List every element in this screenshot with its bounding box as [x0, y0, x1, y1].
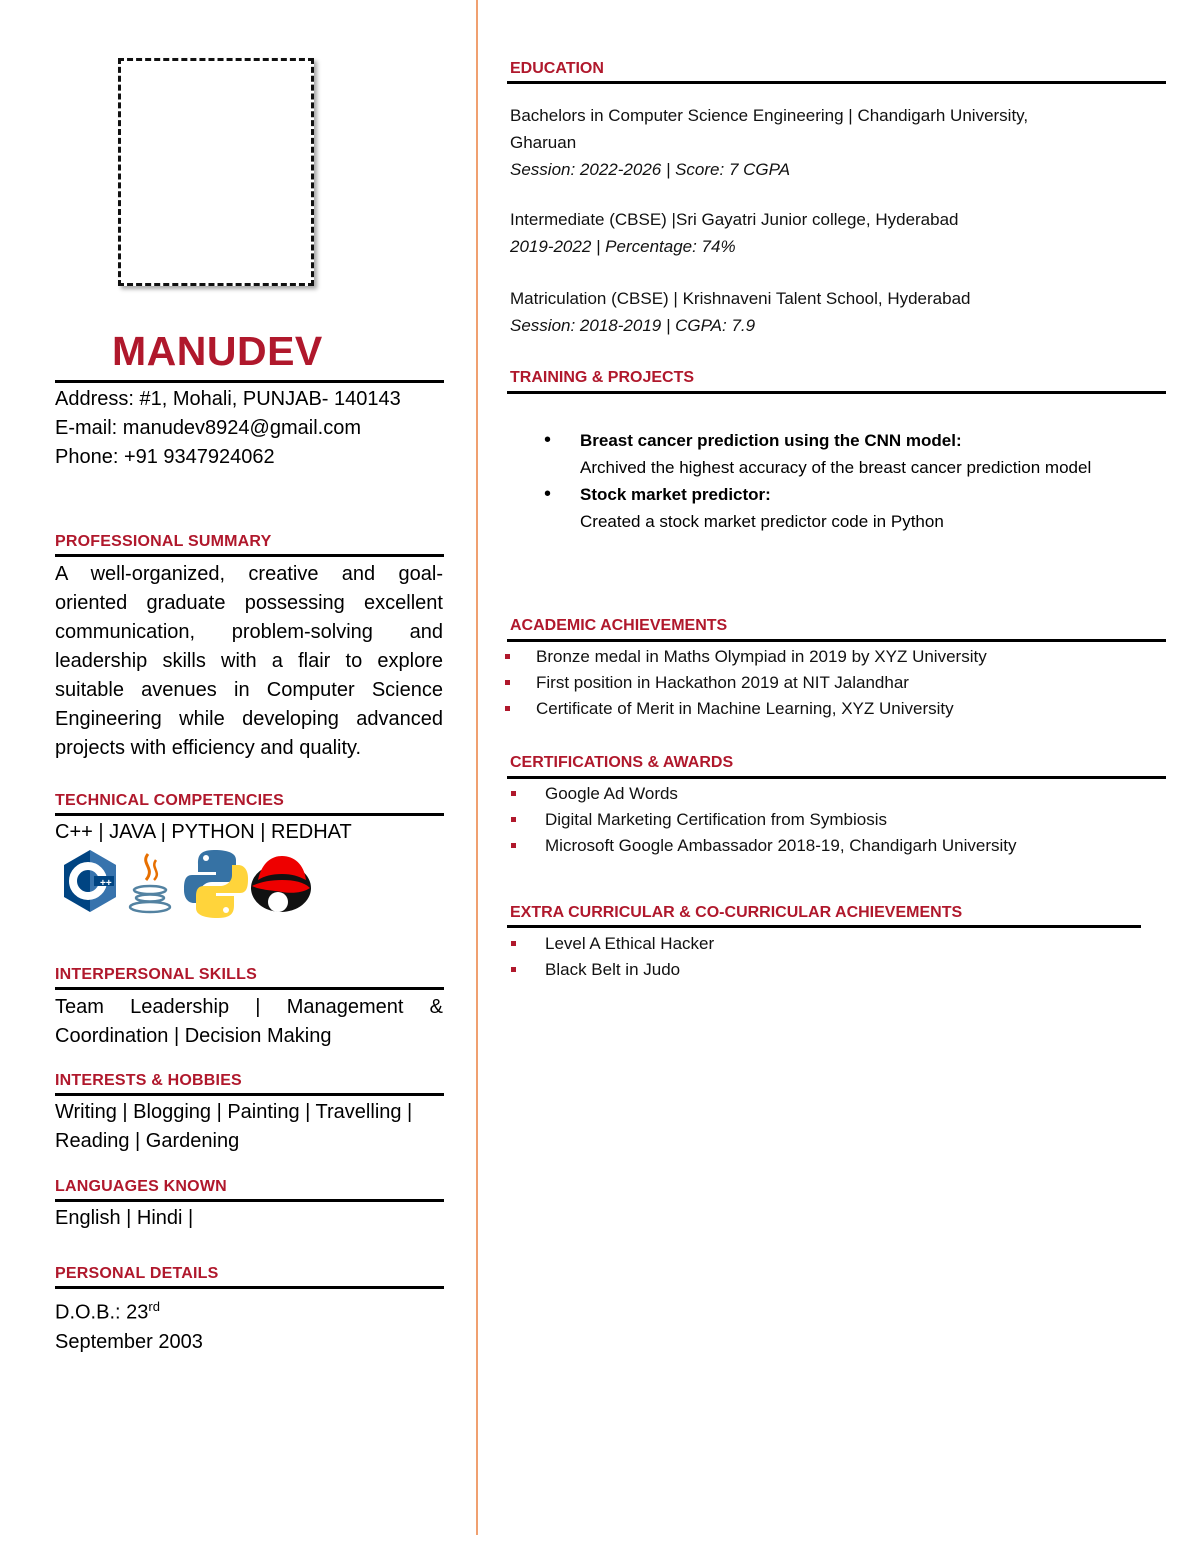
address-text: Address: #1, Mohali, PUNJAB- 140143 — [55, 388, 401, 410]
extra-title: EXTRA CURRICULAR & CO-CURRICULAR ACHIEVEMENTS — [510, 904, 963, 921]
tech-logos — [60, 848, 315, 920]
interpersonal-rule — [55, 987, 444, 990]
extra-list — [505, 931, 714, 983]
interests-title: INTERESTS & HOBBIES — [55, 1072, 242, 1089]
dob-rest: September 2003 — [55, 1330, 203, 1353]
project-1-desc: Archived the highest accuracy of the breast cancer prediction model — [580, 458, 1092, 477]
list-item — [505, 833, 1017, 859]
cert-item-1: Google Ad Words — [545, 784, 678, 803]
edu-1-line2: Gharuan — [510, 133, 577, 152]
edu-3-line1: Matriculation (CBSE) | Krishnaveni Talent School, Hyderabad — [510, 289, 971, 308]
cert-item-2: Digital Marketing Certification from Symbiosis — [545, 810, 887, 829]
training-rule — [507, 391, 1166, 394]
extra-item-1: Level A Ethical Hacker — [545, 934, 715, 953]
project-item — [510, 481, 1165, 535]
edu-2-detail: 2019-2022 | Percentage: 74% — [510, 237, 736, 256]
list-item — [505, 931, 714, 957]
interests-rule — [55, 1093, 444, 1096]
bullet-icon: • — [544, 483, 552, 505]
project-1-head: Breast cancer prediction using the CNN model: — [580, 431, 962, 450]
training-list — [510, 427, 1165, 535]
list-item — [505, 670, 987, 696]
training-title: TRAINING & PROJECTS — [510, 369, 695, 386]
tech-rule — [55, 813, 444, 816]
java-icon — [130, 854, 170, 912]
bullet-icon: • — [544, 429, 552, 451]
cert-item-3: Microsoft Google Ambassador 2018-19, Chandigarh University — [545, 836, 1017, 855]
languages-text: English | Hindi | — [55, 1207, 194, 1229]
list-item — [505, 807, 1017, 833]
bullet-icon — [505, 706, 510, 711]
personal-title: PERSONAL DETAILS — [55, 1265, 219, 1282]
certifications-rule — [507, 776, 1166, 779]
certifications-title: CERTIFICATIONS & AWARDS — [510, 754, 734, 771]
edu-2-line1: Intermediate (CBSE) |Sri Gayatri Junior college, Hyderabad — [510, 210, 959, 229]
edu-entry-1 — [510, 102, 1028, 183]
interpersonal-text: Team Leadership | Management & Coordination | Decision Making — [55, 996, 443, 1047]
academic-list — [505, 644, 987, 722]
list-item — [505, 957, 714, 983]
summary-text: A well-organized, creative and goal-oriented graduate possessing excellent communication, problem-solving and leadership skills with a flair to explore suitable avenues in Computer Science Engineering while developing advanced projects with efficiency and quality. — [55, 563, 443, 759]
languages-title: LANGUAGES KNOWN — [55, 1178, 227, 1195]
candidate-name: MANUDEV — [112, 328, 323, 374]
academic-item-1: Bronze medal in Maths Olympiad in 2019 by XYZ University — [536, 647, 987, 666]
education-title: EDUCATION — [510, 60, 604, 77]
summary-title: PROFESSIONAL SUMMARY — [55, 533, 272, 550]
bullet-icon — [511, 791, 516, 796]
edu-entry-3 — [510, 285, 971, 339]
academic-rule — [507, 639, 1166, 642]
certifications-list — [505, 781, 1017, 859]
dob-block — [55, 1292, 443, 1357]
extra-item-2: Black Belt in Judo — [545, 960, 681, 979]
redhat-icon — [251, 856, 311, 912]
bullet-icon — [511, 941, 516, 946]
academic-item-2: First position in Hackathon 2019 at NIT Jalandhar — [536, 673, 909, 692]
photo-placeholder — [118, 58, 314, 286]
bullet-icon — [511, 817, 516, 822]
personal-rule — [55, 1286, 444, 1289]
project-2-head: Stock market predictor: — [580, 485, 771, 504]
python-icon — [184, 850, 248, 918]
bullet-icon — [511, 843, 516, 848]
list-item — [505, 696, 987, 722]
academic-item-3: Certificate of Merit in Machine Learning, XYZ University — [536, 699, 954, 718]
tech-title: TECHNICAL COMPETENCIES — [55, 792, 285, 809]
project-item — [510, 427, 1165, 481]
list-item — [505, 644, 987, 670]
tech-text: C++ | JAVA | PYTHON | REDHAT — [55, 821, 352, 843]
extra-rule — [507, 925, 1141, 928]
bullet-icon — [511, 967, 516, 972]
edu-1-line1: Bachelors in Computer Science Engineering | Chandigarh University, — [510, 106, 1029, 125]
project-2-desc: Created a stock market predictor code in Python — [580, 512, 944, 531]
edu-entry-2 — [510, 206, 959, 260]
svg-text:++: ++ — [100, 878, 112, 889]
contact-block — [55, 385, 401, 472]
edu-3-detail: Session: 2018-2019 | CGPA: 7.9 — [510, 316, 756, 335]
dob-sup: rd — [148, 1299, 160, 1314]
name-rule — [55, 380, 444, 383]
bullet-icon — [505, 654, 510, 659]
cpp-icon — [64, 850, 116, 912]
dob-prefix: D.O.B.: 23 — [55, 1301, 149, 1324]
summary-rule — [55, 554, 444, 557]
education-rule — [507, 81, 1166, 84]
languages-rule — [55, 1199, 444, 1202]
edu-1-detail: Session: 2022-2026 | Score: 7 CGPA — [510, 160, 791, 179]
academic-title: ACADEMIC ACHIEVEMENTS — [510, 617, 728, 634]
interpersonal-title: INTERPERSONAL SKILLS — [55, 966, 257, 983]
list-item — [505, 781, 1017, 807]
bullet-icon — [505, 680, 510, 685]
column-divider — [476, 0, 478, 1535]
interests-text: Writing | Blogging | Painting | Travelling | Reading | Gardening — [55, 1101, 413, 1152]
phone-text: Phone: +91 9347924062 — [55, 446, 275, 468]
email-text: E-mail: manudev8924@gmail.com — [55, 417, 361, 439]
